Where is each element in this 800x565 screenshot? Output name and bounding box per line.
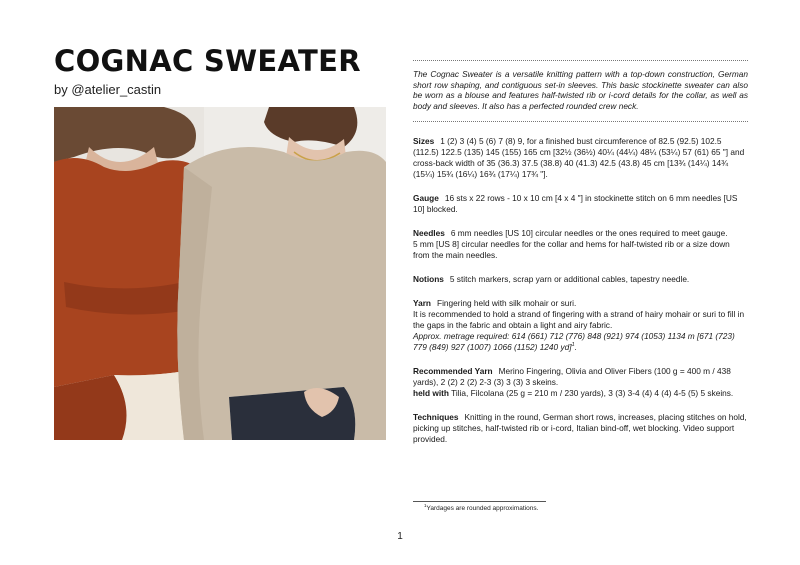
intro-paragraph: The Cognac Sweater is a versatile knitting pattern with a top-down construction, German short row shaping, and contiguous set-in sleeves. This basic stockinette sweater can also be worn as a blouse and features half-twisted rib or i-cord details for the collar, as well as body and sleeves. It also has a perfected rounded crew neck.: [413, 69, 748, 111]
recommended-yarn-text: Merino Fingering, Olivia and Oliver Fibers (100 g = 400 m / 438 yards), 2 (2) 2 (2) 2-3 (3) 3 (3) 3 skeins.: [413, 366, 731, 388]
author-byline: by @atelier_castin: [54, 82, 162, 97]
yarn-label: Yarn: [413, 298, 431, 309]
needles-label: Needles: [413, 228, 445, 239]
yarn-line-2: It is recommended to hold a strand of fingering with a strand of hairy mohair or suri to fill in the gaps in the fabric and obtain a light and airy fabric.: [413, 309, 745, 331]
held-with-label: held with: [413, 388, 449, 399]
yarn-section: Yarn Fingering held with silk mohair or suri. It is recommended to hold a strand of fingering with a strand of hairy mohair or suri to fill in the gaps in the fabric and obtain a light and airy fabric. Approx. metrage required: 614 (661) 712 (776) 848 (921) 974 (1053) 1134 m [671 (723) 779 (849) 927 (1007) 1066 (1152) 1240 yd]$^1$.: [413, 298, 748, 353]
gauge-text: 16 sts x 22 rows - 10 x 10 cm [4 x 4 "] in stockinette stitch on 6 mm needles [US 10] blocked.: [413, 193, 738, 215]
top-divider: [413, 60, 748, 61]
gauge-label: Gauge: [413, 193, 439, 204]
techniques-label: Techniques: [413, 412, 459, 423]
sizes-text: 1 (2) 3 (4) 5 (6) 7 (8) 9, for a finished bust circumference of 82.5 (92.5) 102.5 (112.5) 122.5 (135) 145 (155) 165 cm [32½ (36½) 40¼ (44¼) 48¼ (53¼) 57 (61) 65 "] and cross-back width of 35 (36.3) 37.5 (38.8) 40 (41.3) 42.5 (43.8) 45 cm [13¾ (14¼) 14¾ (15¼) 15¾ (16¼) 16¾ (17¼) 17¾ "].: [413, 136, 745, 180]
techniques-section: [413, 412, 748, 445]
footnote-ref: 1: [571, 342, 575, 349]
gauge-section: [413, 193, 748, 215]
footnote: [424, 502, 539, 512]
pattern-details: [413, 60, 748, 458]
sizes-label: Sizes: [413, 136, 435, 147]
notions-text: 5 stitch markers, scrap yarn or additional cables, tapestry needle.: [449, 274, 690, 285]
recommended-yarn-section: [413, 366, 748, 399]
recommended-yarn-label: Recommended Yarn: [413, 366, 493, 377]
sweater-photo: [54, 107, 386, 440]
sizes-section: [413, 136, 748, 180]
footnote-mark: 1: [424, 502, 427, 508]
needles-line-1: 6 mm needles [US 10] circular needles or the ones required to meet gauge.: [450, 228, 728, 239]
page-number: 1: [397, 531, 403, 542]
notions-section: [413, 274, 748, 285]
intro-divider: [413, 121, 748, 122]
footnote-divider: [413, 501, 546, 502]
held-with-text: Tilia, Filcolana (25 g = 210 m / 230 yards), 3 (3) 3-4 (4) 4 (4) 4-5 (5) 5 skeins.: [451, 388, 734, 399]
techniques-text: Knitting in the round, German short rows, increases, placing stitches on hold, picking up stitches, half-twisted rib or i-cord, Italian bind-off, wet blocking. Video support provided.: [413, 412, 747, 445]
needles-section: [413, 228, 748, 261]
yarn-line-1: Fingering held with silk mohair or suri.: [437, 298, 577, 309]
footnote-text: Yardages are rounded approximations.: [426, 505, 539, 512]
needles-line-2: 5 mm [US 8] circular needles for the collar and hems for half-twisted rib or a size down from the main needles.: [413, 239, 730, 261]
notions-label: Notions: [413, 274, 444, 285]
yarn-metrage: Approx. metrage required: 614 (661) 712 (776) 848 (921) 974 (1053) 1134 m [671 (723) 779 (849) 927 (1007) 1066 (1152) 1240 yd]: [413, 331, 735, 353]
page-title: COGNAC SWEATER: [54, 44, 361, 78]
two-models-sweater-photo-icon: [54, 107, 386, 440]
